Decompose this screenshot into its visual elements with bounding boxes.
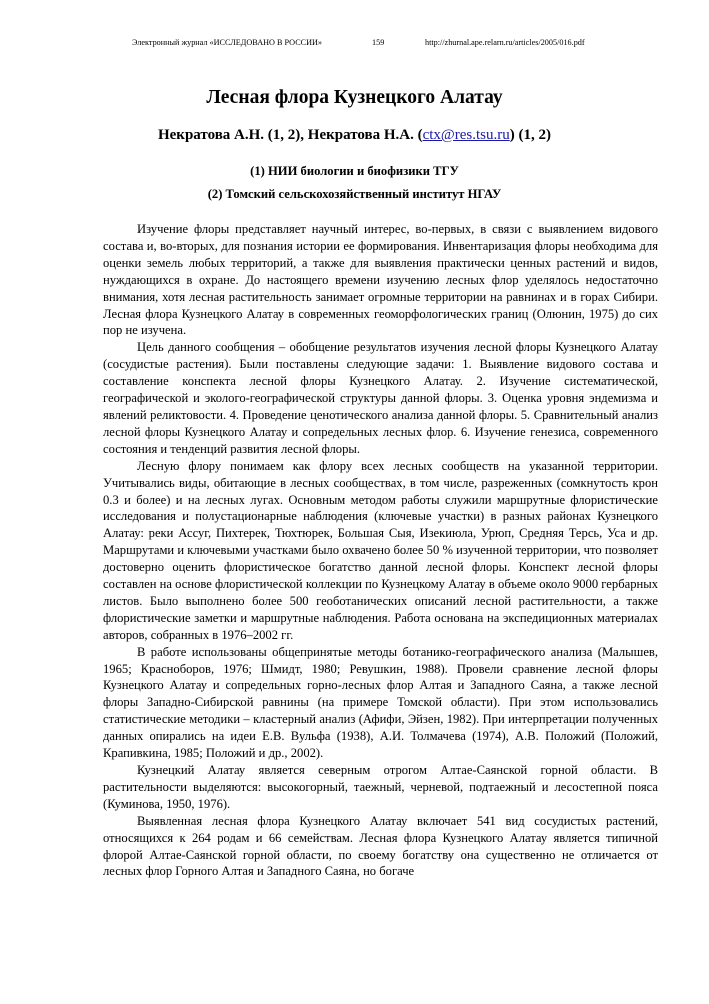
affiliation-2: (2) Томский сельскохозяйственный институт НГАУ — [207, 187, 502, 201]
paragraph: Изучение флоры представляет научный интерес, во-первых, в связи с выявлением видового состава и, во-вторых, для познания истории ее формирования. Инвентаризация флоры необходима для оценки земель любых территорий, а также для выявления практически ценных растений и видов, нуждающихся в охране. До настоящего времени изучению лесных флор уделялось недостаточно внимания, хотя лесная растительность занимает огромные территории на равнинах и в горах Сибири. Лесная флора Кузнецкого Алатау в современных геоморфологических границ (Олюнин, 1975) до сих пор не изучена. — [103, 222, 658, 338]
body-text — [103, 221, 658, 880]
header-journal-name: Электронный журнал «ИССЛЕДОВАНО В РОССИИ» — [132, 38, 323, 47]
paragraph: Лесную флору понимаем как флору всех лесных сообществ на указанной территории. Учитывались виды, обитающие в лесных сообществах, в том числе, разреженных (сомкнутость крон 0.3 и более) и на лесных лугах. Основным методом работы служили маршрутные флористические исследования и полустационарные наблюдения (ключевые участки) в разных районах Кузнецкого Алатау: реки Ассуг, Пихтерек, Тюхтюрек, Большая Сыя, Изекиюла, Урюп, Средняя Терсь, Уса и др. Маршрутами и ключевыми участками было охвачено более 50 % изученной территории, что позволяет достоверно оценить флористическое богатство данной лесной флоры. Конспект лесной флоры составлен на основе флористической коллекции по Кузнецкому Алатау в объеме около 9000 гербарных листов. Было выполнено более 500 геоботанических описаний лесной растительности, а также флористические заметки и маршрутные наблюдения. Работа основана на экспедиционных материалах авторов, собранных в 1976–2002 гг. — [103, 458, 658, 642]
paragraph: Выявленная лесная флора Кузнецкого Алатау включает 541 вид сосудистых растений, относящихся к 264 родам и 66 семействам. Лесная флора Кузнецкого Алатау является типичной флорой Алтае-Саянской горной области, по своему богатству она существенно не отличается от лесных флор Горного Алтая и Западного Саяна, но богаче — [103, 813, 658, 879]
paragraph: Цель данного сообщения – обобщение результатов изучения лесной флоры Кузнецкого Алатау (сосудистые растения). Были поставлены следующие задачи: 1. Выявление видового состава и составление конспекта лесной флоры Кузнецкого Алатау. 2. Изучение систематической, географической и эколого-географической структуры данной флоры. 3. Оценка уровня эндемизма и явлений реликтовости. 4. Проведение ценотического анализа данной флоры. 5. Сравнительный анализ лесной флоры Кузнецкого Алатау и сопредельных лесных флор. 6. Изучение генезиса, современного состояния и тенденций развития лесной флоры. — [103, 340, 658, 456]
affiliation-1: (1) НИИ биологии и биофизики ТГУ — [250, 164, 459, 178]
author-line — [0, 127, 709, 144]
author-email-link[interactable]: ctx@res.tsu.ru — [422, 127, 510, 143]
authors-text: Некратова А.Н. (1, 2), Некратова Н.А. ( — [157, 127, 423, 143]
header-url[interactable]: http://zhurnal.ape.relarn.ru/articles/2005/016.pdf — [425, 38, 585, 47]
header-page-number: 159 — [372, 38, 385, 47]
paper-title: Лесная флора Кузнецкого Алатау — [206, 87, 503, 108]
authors-affiliation-refs: ) (1, 2) — [509, 127, 551, 143]
paragraph: Кузнецкий Алатау является северным отрогом Алтае-Саянской горной области. В растительности выделяются: высокогорный, таежный, черневой, подтаежный и лесостепной пояса (Куминова, 1950, 1976). — [103, 763, 658, 811]
paragraph: В работе использованы общепринятые методы ботанико-географического анализа (Малышев, 1965; Красноборов, 1976; Шмидт, 1980; Ревушкин, 1988). Провели сравнение лесной флоры Кузнецкого Алатау и сопредельных горно-лесных флор Алтая и Западного Саяна, а также лесной флоры Западно-Сибирской равнины (на примере Томской области). При этом использовались статистические методики – кластерный анализ (Афифи, Эйзен, 1982). При интерпретации полученных данных опирались на идеи Е.В. Вульфа (1938), А.И. Толмачева (1974), А.В. Положий (Положий, Крапивкина, 1985; Положий и др., 2002). — [103, 644, 658, 761]
